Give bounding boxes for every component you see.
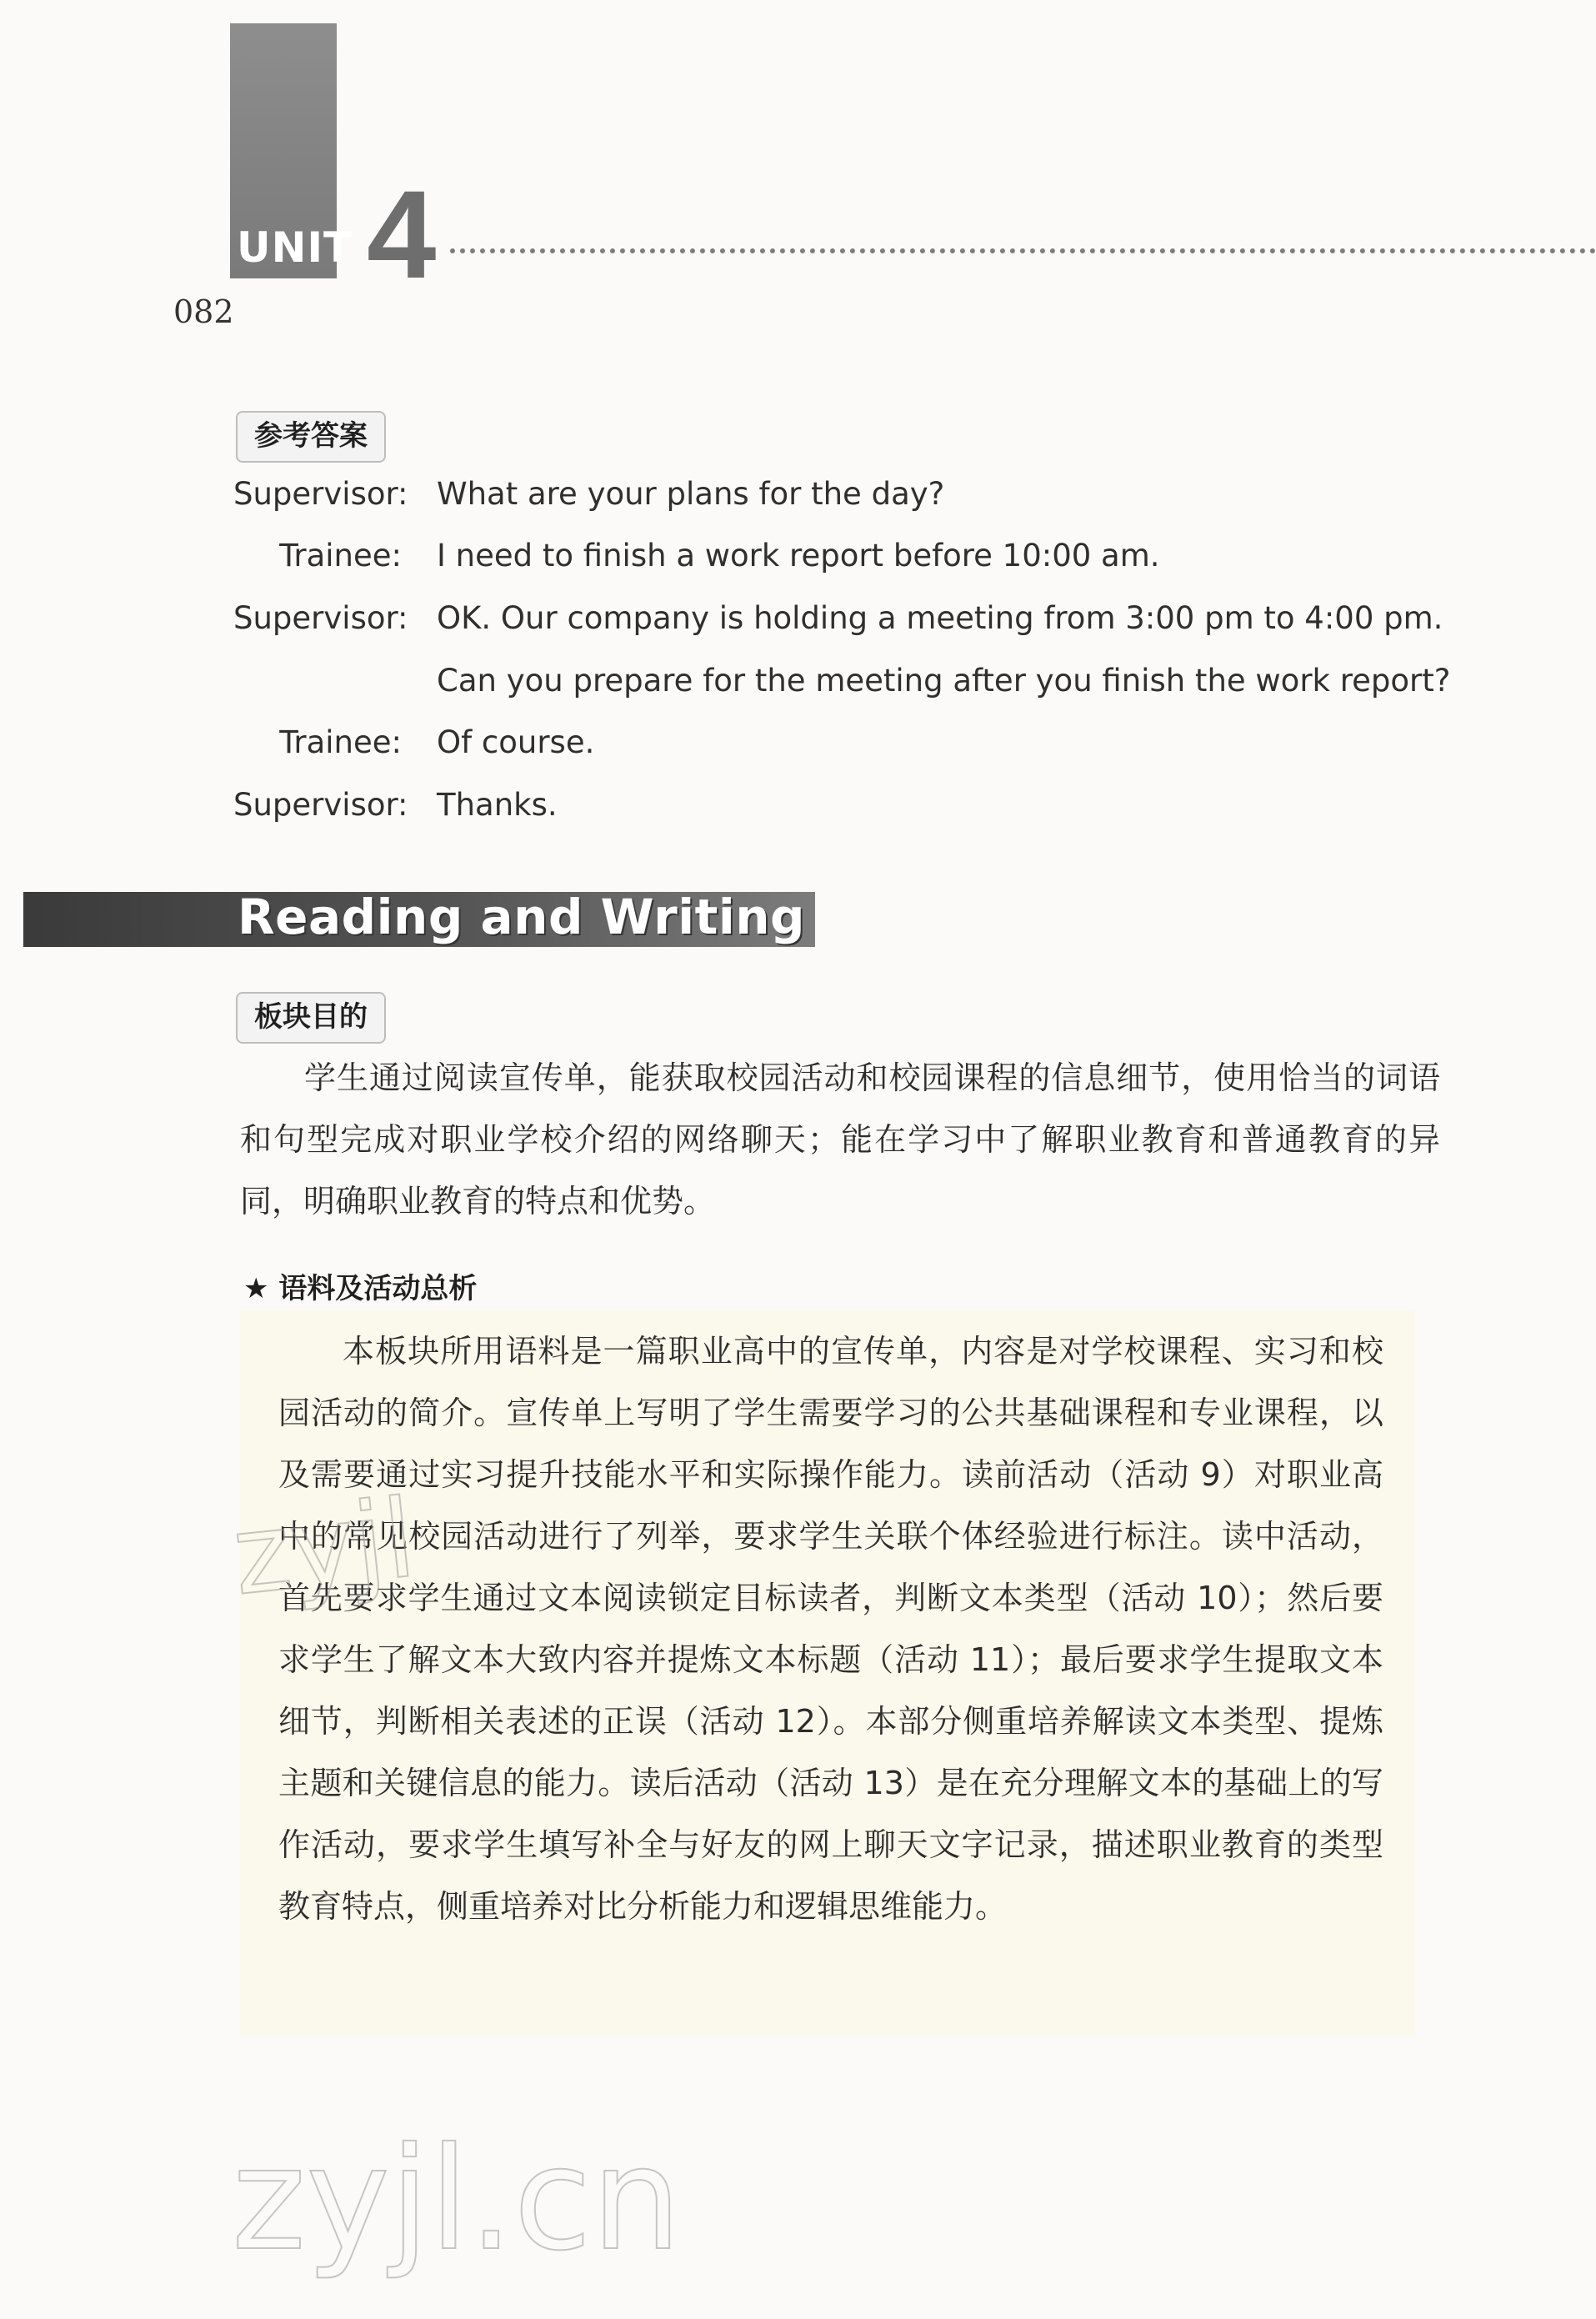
analysis-text: 本板块所用语料是一篇职业高中的宣传单，内容是对学校课程、实习和校园活动的简介。宣传单上写明了学生需要学习的公共基础课程和专业课程，以及需要通过实习提升技能水平和实际操作能力。读前活动（活动 9）对职业高中的常见校园活动进行了列举，要求学生关联个体经验进行标注。读中活动，首先要求学生通过文本阅读锁定目标读者，判断文本类型（活动 10）；然后要求学生了解文本大致内容并提炼文本标题（活动 11）；最后要求学生提取文本细节，判断相关表述的正误（活动 12）。本部分侧重培养解读文本类型、提炼主题和关键信息的能力。读后活动（活动 13）是在充分理解文本的基础上的写作活动，要求学生填写补全与好友的网上聊天文字记录，描述职业教育的类型教育特点，侧重培养对比分析能力和逻辑思维能力。 (278, 1333, 1383, 1925)
dialogue-line (233, 525, 1442, 588)
speaker: Supervisor: (233, 475, 408, 512)
analysis-paragraph (278, 1320, 1383, 1937)
analysis-heading: ★ 语料及活动总析 (243, 1272, 478, 1305)
utterance: Can you prepare for the meeting after you finish the work report? (437, 662, 1451, 699)
speaker: Trainee: (279, 724, 402, 761)
dialogue-line (233, 774, 1442, 836)
utterance: Of course. (437, 724, 595, 761)
watermark: zyjl (227, 1475, 421, 1620)
unit-label: UNIT (237, 223, 353, 272)
utterance: Thanks. (437, 786, 558, 823)
purpose-tag: 板块目的 (236, 992, 386, 1044)
utterance: I need to finish a work report before 10:00 am. (437, 538, 1160, 574)
dotted-rule (450, 248, 1596, 253)
watermark: zyjl.cn (232, 2117, 682, 2282)
utterance: What are your plans for the day? (437, 475, 945, 512)
dialogue-line (233, 587, 1442, 649)
answer-tag: 参考答案 (236, 411, 386, 463)
speaker: Supervisor: (233, 599, 408, 636)
page-number: 082 (173, 293, 234, 330)
speaker: Supervisor: (233, 786, 408, 823)
dialogue-line (233, 711, 1442, 774)
dialogue-line (233, 463, 1442, 525)
speaker: Trainee: (279, 538, 402, 574)
purpose-paragraph (240, 1047, 1440, 1232)
dialogue (233, 463, 1451, 836)
purpose-text: 学生通过阅读宣传单，能获取校园活动和校园课程的信息细节，使用恰当的词语和句型完成对职业学校介绍的网络聊天；能在学习中了解职业教育和普通教育的异同，明确职业教育的特点和优势。 (240, 1059, 1440, 1220)
unit-number: 4 (367, 164, 437, 304)
utterance: OK. Our company is holding a meeting from 3:00 pm to 4:00 pm. (437, 599, 1443, 636)
dialogue-line (233, 649, 1451, 712)
section-title: Reading and Writing (238, 889, 806, 945)
